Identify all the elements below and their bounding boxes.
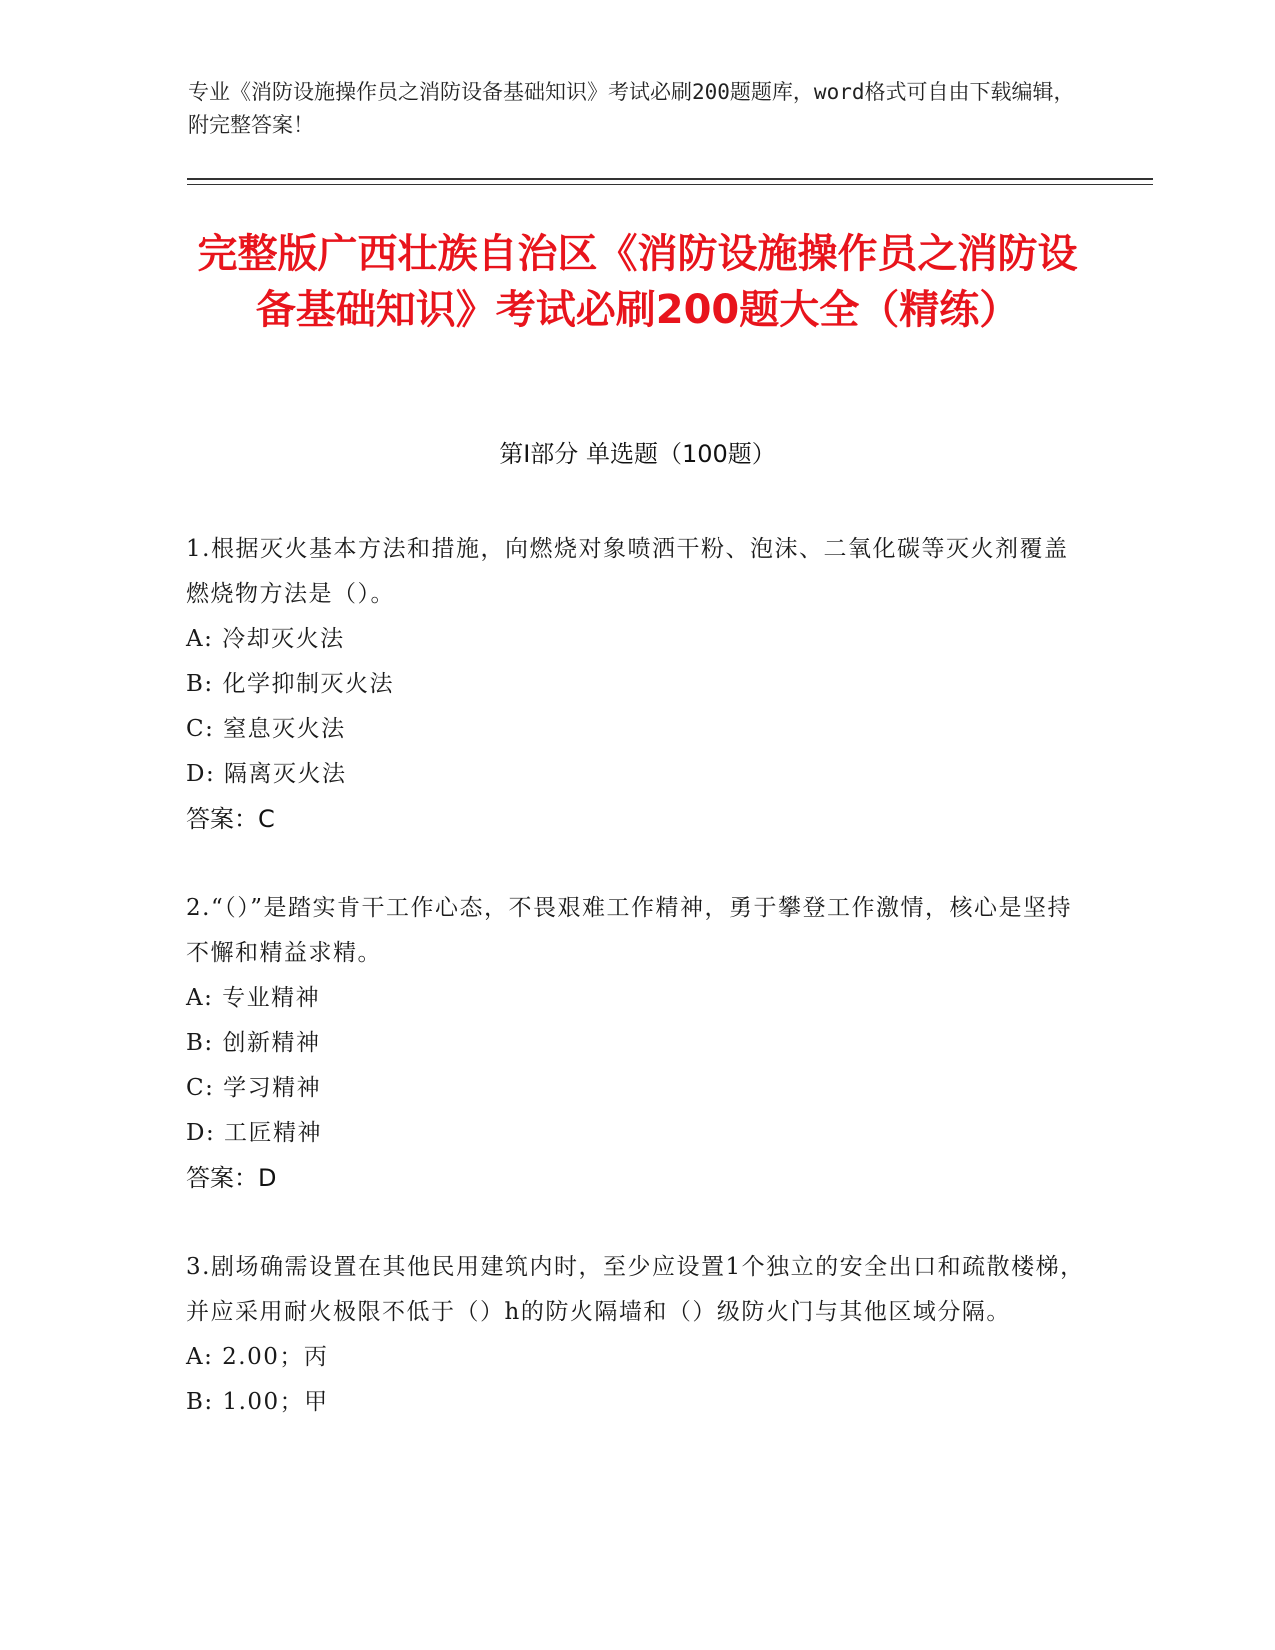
option-a: A: 冷却灭火法 xyxy=(186,626,345,652)
question-stem: 3.剧场确需设置在其他民用建筑内时，至少应设置1个独立的安全出口和疏散楼梯，并应采用耐火极限不低于（）h的防火隔墙和（）级防火门与其他区域分隔。 xyxy=(186,1254,1085,1325)
question-2 xyxy=(186,886,1086,1201)
answer: 答案：C xyxy=(186,805,275,833)
option-b: B: 创新精神 xyxy=(186,1030,321,1056)
question-3 xyxy=(186,1245,1086,1425)
header-note: 专业《消防设施操作员之消防设备基础知识》考试必刷200题题库，word格式可自由下载编辑，附完整答案！ xyxy=(188,80,1075,137)
option-c: C: 学习精神 xyxy=(186,1075,322,1101)
header-divider-thick xyxy=(187,178,1153,180)
question-list xyxy=(186,527,1086,1469)
option-b: B: 化学抑制灭火法 xyxy=(186,671,394,697)
option-a: A: 2.00；丙 xyxy=(186,1344,329,1370)
option-b: B: 1.00；甲 xyxy=(186,1389,329,1415)
question-1 xyxy=(186,527,1086,842)
document-title: 完整版广西壮族自治区《消防设施操作员之消防设备基础知识》考试必刷200题大全（精练） xyxy=(197,231,1078,333)
question-stem: 2.“（）”是踏实肯干工作心态，不畏艰难工作精神，勇于攀登工作激情，核心是坚持不懈和精益求精。 xyxy=(186,895,1072,966)
answer: 答案：D xyxy=(186,1164,277,1192)
option-d: D: 工匠精神 xyxy=(186,1120,323,1146)
option-a: A: 专业精神 xyxy=(186,985,321,1011)
question-stem: 1.根据灭火基本方法和措施，向燃烧对象喷洒干粉、泡沫、二氧化碳等灭火剂覆盖燃烧物方法是（）。 xyxy=(186,536,1069,607)
section-heading: 第Ⅰ部分 单选题（100题） xyxy=(499,440,776,468)
header-divider-thin xyxy=(187,184,1153,185)
option-c: C: 窒息灭火法 xyxy=(186,716,346,742)
option-d: D: 隔离灭火法 xyxy=(186,761,347,787)
